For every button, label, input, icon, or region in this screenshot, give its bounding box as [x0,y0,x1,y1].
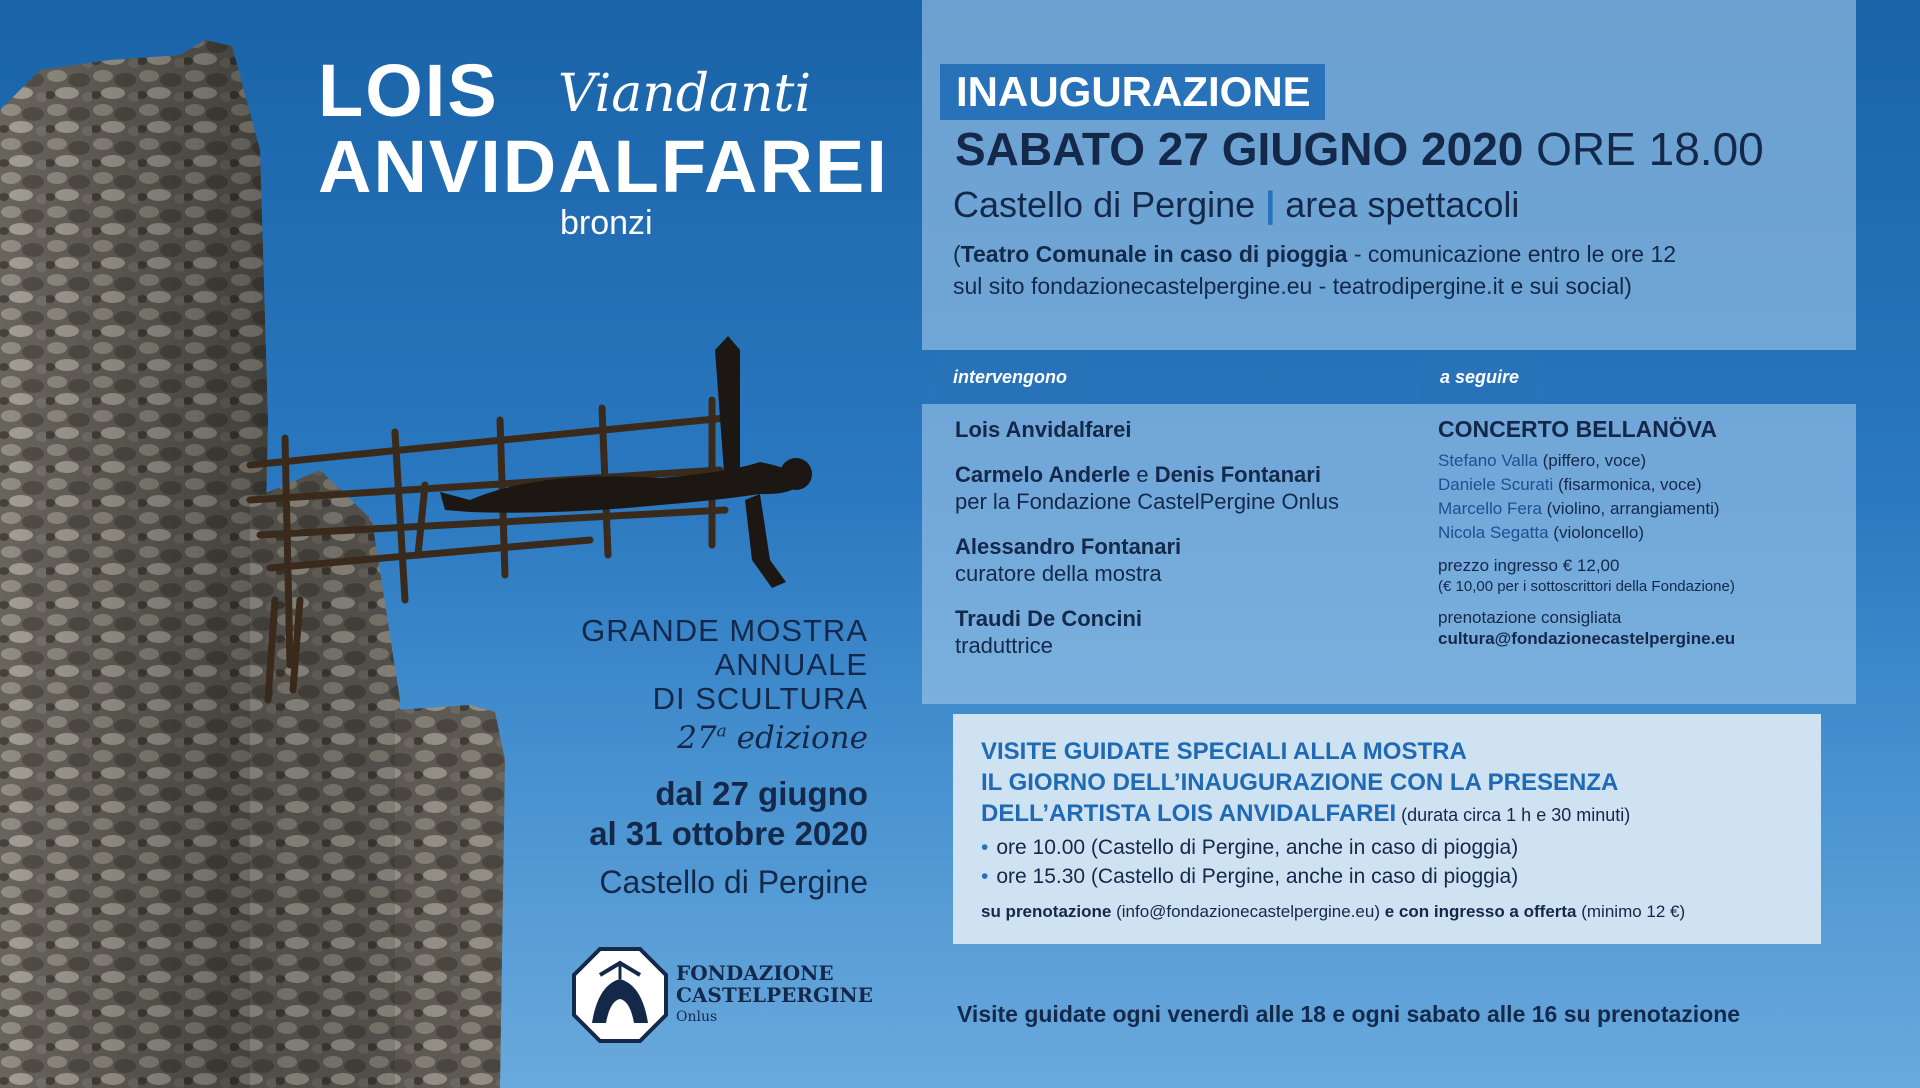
guided-line-3: DELL’ARTISTA LOIS ANVIDALFAREI [981,800,1397,827]
speaker-name: Lois Anvidalfarei [955,417,1132,442]
place-separator: | [1265,184,1276,225]
list-item [1438,497,1735,521]
member-role: (violoncello) [1548,523,1645,542]
list-item [955,533,1339,587]
exhibition-dates [581,774,868,854]
list-item [955,461,1339,515]
member-name: Marcello Fera [1438,499,1542,518]
list-item [1438,449,1735,473]
concert-info [1438,416,1735,649]
exhibition-info [581,614,868,901]
place-castle: Castello di Pergine [953,184,1256,225]
concert-tab: a seguire [1422,352,1537,402]
exhibit-line-2: ANNUALE [714,647,868,682]
weekly-tours-note: Visite guidate ogni venerdì alle 18 e ogni sabato alle 16 su prenotazione [957,1001,1741,1027]
rain-note-line-2: sul sito fondazionecastelpergine.eu - teatrodipergine.it e sui social) [953,273,1632,299]
concert-price: prezzo ingresso € 12,00 [1438,556,1620,575]
bullet-icon: • [981,865,989,888]
exhibition-location: Castello di Pergine [599,864,868,900]
edition-sup: a [716,721,727,742]
bullet-icon: • [981,836,989,859]
list-item [955,416,1339,443]
inauguration-label: INAUGURAZIONE [940,64,1325,120]
guided-foot-b1: su prenotazione [981,902,1112,921]
foundation-logo [570,945,873,1045]
speaker-name: Traudi De Concini [955,606,1143,631]
guided-duration: (durata circa 1 h e 30 minuti) [1396,805,1631,825]
speaker-name: Carmelo Anderle [955,462,1131,487]
speaker-role: traduttrice [955,633,1053,658]
concert-price-note: (€ 10,00 per i sottoscrittori della Fondazione) [1438,578,1735,595]
artist-last-name: ANVIDALFAREI [318,125,889,208]
guided-booking [981,902,1685,922]
member-name: Stefano Valla [1438,451,1538,470]
exhibition-title: Viandanti [558,64,812,124]
guided-time: ore 15.30 (Castello di Pergine, anche in caso di pioggia) [996,865,1519,888]
guided-times [981,833,1518,891]
list-item [1438,521,1735,545]
guided-foot-b2: e con ingresso a offerta [1384,902,1577,921]
note-rest: - comunicazione entro le ore 12 [1347,241,1677,267]
artist-first-name: LOIS [318,49,499,132]
logo-line-1: FONDAZIONE [676,961,834,985]
exhibit-line-3: DI SCULTURA [652,681,868,716]
member-role: (violino, arrangiamenti) [1541,499,1720,518]
note-open: ( [953,241,961,267]
guided-tours-heading [981,736,1630,831]
speaker-name: Alessandro Fontanari [955,534,1182,559]
date-from: dal 27 giugno [655,775,868,812]
edition-word: edizione [736,720,868,756]
member-name: Daniele Scurati [1438,475,1554,494]
rain-note-line-1 [953,238,1676,270]
list-item [955,605,1339,659]
concert-email: cultura@fondazionecastelpergine.eu [1438,629,1736,648]
speakers-tab: intervengono [935,352,1085,402]
concert-booking: prenotazione consigliata [1438,608,1622,627]
member-role: (piffero, voce) [1537,451,1647,470]
guided-line-1: VISITE GUIDATE SPECIALI ALLA MOSTRA [981,738,1467,765]
list-item [1438,473,1735,497]
member-name: Nicola Segatta [1438,523,1549,542]
logo-text [676,962,873,1028]
member-role: (fisarmonica, voce) [1553,475,1702,494]
place-area: area spettacoli [1285,184,1520,225]
date-to: al 31 ottobre 2020 [589,815,868,852]
guided-line-2: IL GIORNO DELL’INAUGURAZIONE CON LA PRESENZA [981,769,1619,796]
speakers-list [955,416,1339,677]
exhibition-medium: bronzi [560,204,653,242]
inauguration-date [955,122,1764,176]
guided-tours-box [953,714,1821,944]
list-item [981,862,1518,891]
edition [581,720,868,756]
speaker-name: Denis Fontanari [1154,462,1321,487]
inauguration-day: SABATO 27 GIUGNO 2020 [955,123,1524,175]
concert-title: CONCERTO BELLANÖVA [1438,416,1717,442]
guided-foot-r1: (info@fondazionecastelpergine.eu) [1111,902,1385,921]
guided-foot-r2: (minimo 12 €) [1576,902,1686,921]
speaker-conj: e [1130,462,1155,487]
inauguration-place [953,184,1519,226]
list-item [981,833,1518,862]
speaker-role: curatore della mostra [955,561,1162,586]
note-bold: Teatro Comunale in caso di pioggia [960,241,1348,267]
edition-number: 27 [677,720,717,756]
castle-logo-icon [570,945,670,1045]
logo-line-3: Onlus [676,1009,718,1025]
guided-time: ore 10.00 (Castello di Pergine, anche in caso di pioggia) [996,836,1519,859]
exhibit-line-1: GRANDE MOSTRA [581,613,868,648]
logo-line-2: CASTELPERGINE [676,983,873,1007]
rain-note [953,238,1676,302]
inauguration-time: ORE 18.00 [1536,123,1764,175]
speaker-role: per la Fondazione CastelPergine Onlus [955,489,1340,514]
